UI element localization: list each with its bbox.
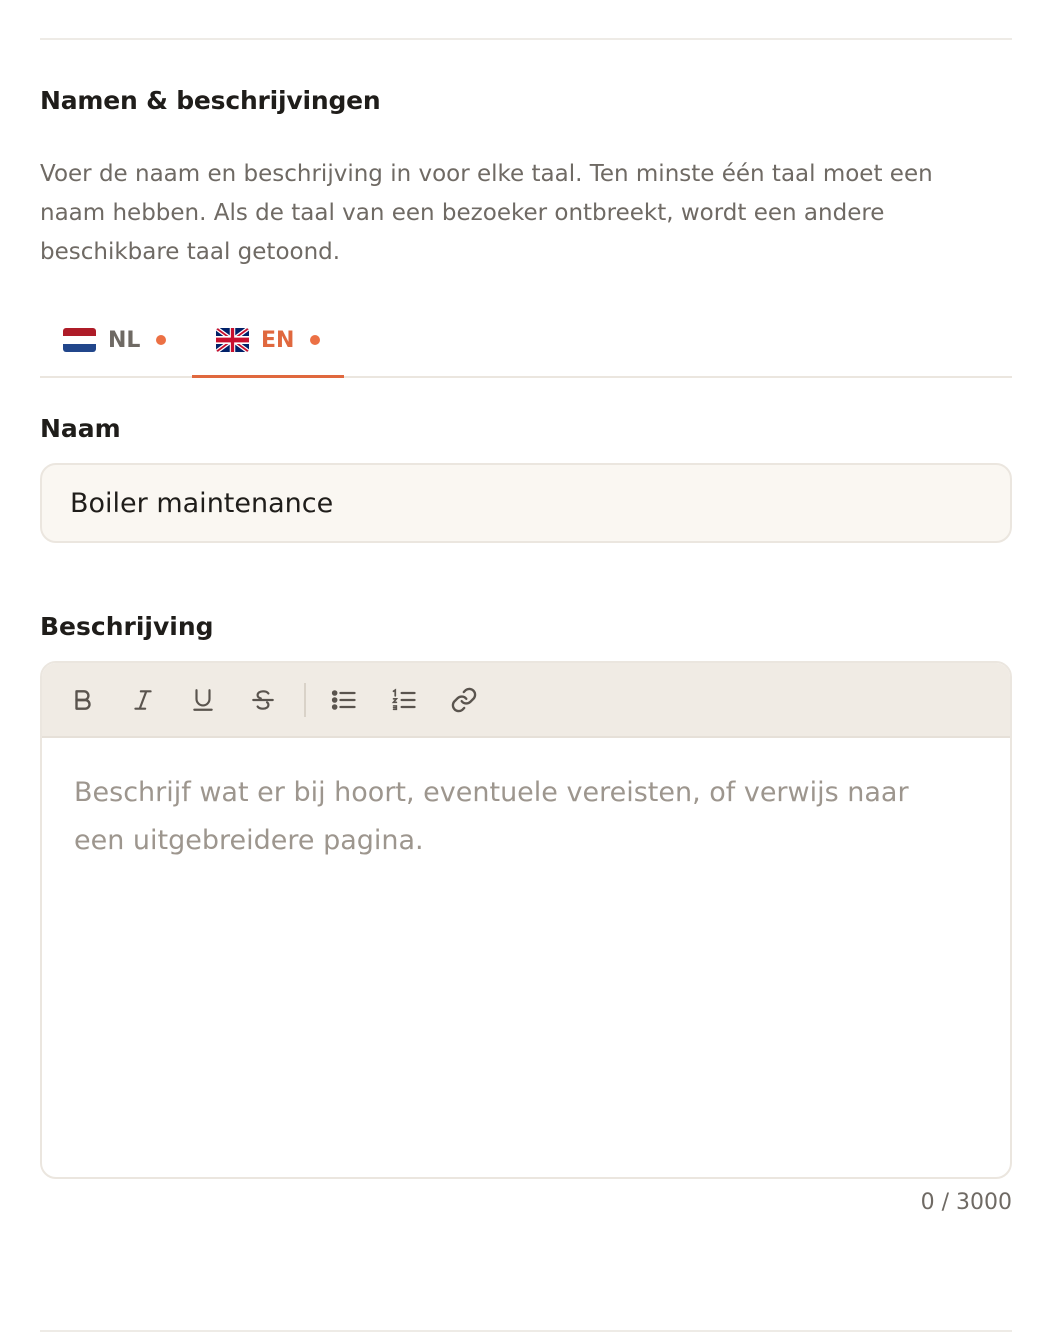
bold-icon xyxy=(70,687,96,713)
numbered-list-button[interactable] xyxy=(385,681,423,719)
tab-nl[interactable] xyxy=(63,304,166,376)
top-divider xyxy=(40,38,1012,40)
tab-nl-label: NL xyxy=(108,327,141,353)
link-button[interactable] xyxy=(445,681,483,719)
netherlands-flag-icon xyxy=(63,328,96,352)
character-counter: 0 / 3000 xyxy=(920,1190,1012,1215)
name-label: Naam xyxy=(40,414,121,443)
tab-en-label: EN xyxy=(261,327,295,353)
tab-nl-status-dot xyxy=(156,335,166,345)
strikethrough-button[interactable] xyxy=(244,681,282,719)
toolbar-separator xyxy=(304,683,306,717)
bullet-list-icon xyxy=(330,686,358,714)
tab-en[interactable] xyxy=(192,304,344,376)
underline-icon xyxy=(190,687,216,713)
bold-button[interactable] xyxy=(64,681,102,719)
underline-button[interactable] xyxy=(184,681,222,719)
language-tabs xyxy=(40,304,1012,378)
italic-icon xyxy=(130,687,156,713)
strikethrough-icon xyxy=(250,687,276,713)
name-input[interactable] xyxy=(40,463,1012,543)
bottom-divider xyxy=(40,1330,1012,1332)
tab-en-status-dot xyxy=(310,335,320,345)
uk-flag-icon xyxy=(216,328,249,352)
bullet-list-button[interactable] xyxy=(325,681,363,719)
numbered-list-icon xyxy=(390,686,418,714)
editor-toolbar xyxy=(42,663,1010,738)
section-description: Voer de naam en beschrijving in voor elke taal. Ten minste één taal moet een naam hebben. Als de taal van een bezoeker ontbreekt, wordt een andere beschikbare taal getoond. xyxy=(40,161,933,265)
link-icon xyxy=(450,686,478,714)
description-label: Beschrijving xyxy=(40,612,214,641)
description-textarea[interactable]: Beschrijf wat er bij hoort, eventuele vereisten, of verwijs naar een uitgebreidere pagina. xyxy=(74,777,909,856)
section-title: Namen & beschrijvingen xyxy=(40,86,381,115)
description-editor xyxy=(40,661,1012,1179)
italic-button[interactable] xyxy=(124,681,162,719)
